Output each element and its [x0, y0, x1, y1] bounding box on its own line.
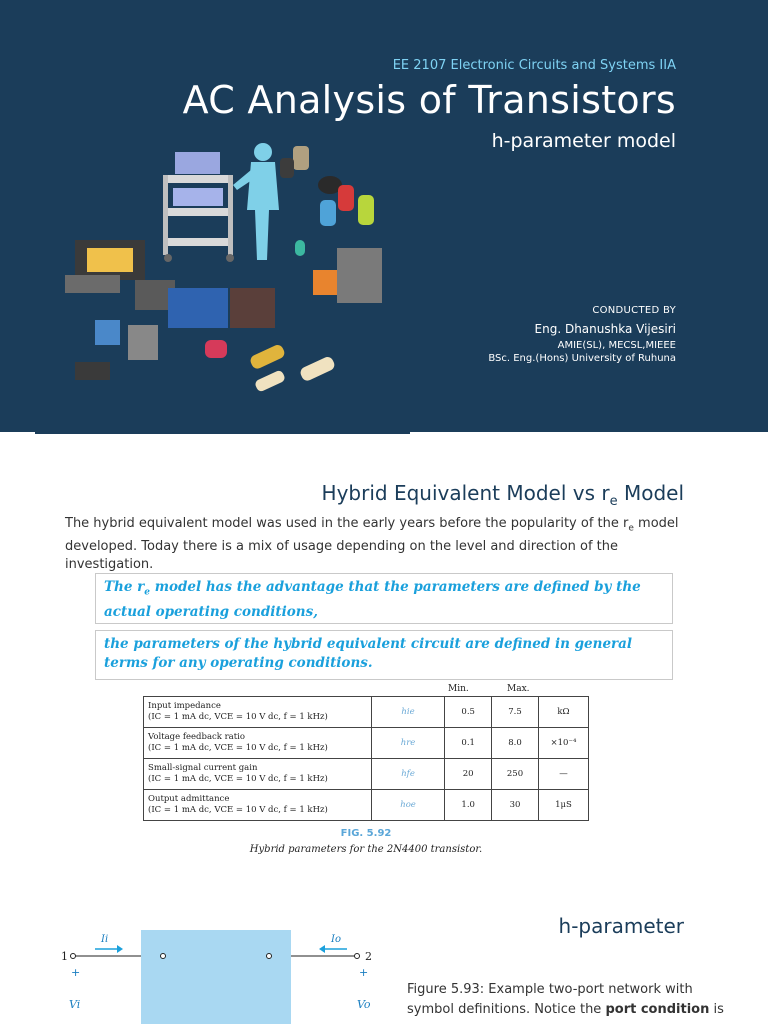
input-voltage-label: Vi — [69, 998, 81, 1011]
highlight-box-re — [95, 573, 673, 624]
heading-subscript: e — [609, 494, 618, 509]
slide2-heading — [322, 481, 684, 509]
table-row — [144, 728, 589, 759]
figure-caption: Hybrid parameters for the 2N4400 transistor. — [249, 844, 483, 855]
component-icons — [128, 248, 382, 393]
current-out-arrowhead-icon — [319, 945, 325, 953]
heading-text-end: Model — [617, 481, 684, 505]
param-min: 0.1 — [445, 728, 492, 759]
cart-icon — [163, 152, 234, 262]
electronics-illustration — [55, 140, 395, 400]
output-terminal — [355, 954, 360, 959]
box2-text: the parameters of the hybrid equivalent circuit are defined in general terms for any operating conditions. — [104, 636, 633, 671]
course-code: EE 2107 Electronic Circuits and Systems IIA — [392, 58, 676, 73]
heading-text: Hybrid Equivalent Model vs r — [321, 481, 610, 505]
param-name: Voltage feedback ratio — [148, 732, 246, 742]
param-condition: (IC = 1 mA dc, VCE = 10 V dc, f = 1 kHz) — [148, 774, 328, 784]
box1-part-a: The r — [104, 579, 145, 595]
table-row — [144, 759, 589, 790]
hybrid-parameter-table — [143, 696, 589, 821]
author-name: Eng. Dhanushka Vijesiri — [534, 322, 676, 336]
param-unit: 1μS — [538, 790, 588, 821]
column-header-min: Min. — [448, 684, 469, 694]
intro-paragraph — [65, 515, 705, 574]
param-min: 1.0 — [445, 790, 492, 821]
port1-label: 1 — [61, 950, 68, 963]
figure-label: FIG. 5.92 — [340, 828, 392, 839]
title-slide — [0, 0, 768, 432]
param-name: Small-signal current gain — [148, 763, 258, 773]
figure-text-b: is — [709, 1002, 724, 1017]
para-subscript: e — [628, 523, 634, 534]
input-terminal — [71, 954, 76, 959]
capacitor-icons — [280, 146, 374, 256]
conducted-by-label: CONDUCTED BY — [592, 305, 676, 316]
output-voltage-label: Vo — [357, 998, 371, 1011]
para-part-b: model developed. Today there is a mix of usage depending on the level and direction of the investigation. — [65, 516, 679, 572]
figure-text-a: Figure 5.93: Example two-port network with symbol definitions. Notice the — [407, 982, 693, 1017]
figure-text-bold: port condition — [605, 1002, 710, 1017]
param-cell — [144, 728, 372, 759]
slide-title: AC Analysis of Transistors — [182, 78, 676, 122]
inner-terminal-left — [161, 954, 166, 959]
param-max: 250 — [492, 759, 539, 790]
author-degree: BSc. Eng.(Hons) University of Ruhuna — [488, 353, 676, 364]
network-box — [141, 930, 291, 1024]
engineer-figure — [233, 143, 279, 260]
slide-subtitle: h-parameter model — [491, 130, 676, 152]
param-max: 30 — [492, 790, 539, 821]
param-symbol: hre — [371, 728, 444, 759]
param-unit: — — [538, 759, 588, 790]
param-name: Output admittance — [148, 794, 230, 804]
param-condition: (IC = 1 mA dc, VCE = 10 V dc, f = 1 kHz) — [148, 743, 328, 753]
param-symbol: hoe — [371, 790, 444, 821]
output-plus-sign: + — [359, 966, 369, 979]
two-port-network-diagram — [55, 922, 385, 1024]
param-condition: (IC = 1 mA dc, VCE = 10 V dc, f = 1 kHz) — [148, 805, 328, 815]
author-credentials: AMIE(SL), MECSL,MIEEE — [557, 340, 676, 351]
chip-icons — [65, 240, 175, 380]
param-unit: ×10⁻⁴ — [538, 728, 588, 759]
param-max: 8.0 — [492, 728, 539, 759]
param-min: 0.5 — [445, 697, 492, 728]
input-current-label: Ii — [101, 934, 109, 945]
highlight-box-hybrid — [95, 630, 673, 680]
slide-divider — [35, 432, 410, 434]
param-condition: (IC = 1 mA dc, VCE = 10 V dc, f = 1 kHz) — [148, 712, 328, 722]
param-cell — [144, 697, 372, 728]
param-symbol: hie — [371, 697, 444, 728]
box1-part-b: model has the advantage that the parameters are defined by the actual operating conditions, — [104, 579, 641, 620]
param-name: Input impedance — [148, 701, 221, 711]
figure-description — [407, 980, 737, 1020]
slide3-heading: h-parameter — [558, 914, 684, 938]
table-row — [144, 697, 589, 728]
param-cell — [144, 759, 372, 790]
param-max: 7.5 — [492, 697, 539, 728]
table-row — [144, 790, 589, 821]
output-current-label: Io — [331, 934, 341, 945]
param-unit: kΩ — [538, 697, 588, 728]
input-plus-sign: + — [71, 966, 81, 979]
box1-subscript: e — [144, 587, 150, 598]
para-part-a: The hybrid equivalent model was used in the early years before the popularity of the r — [65, 516, 629, 531]
param-min: 20 — [445, 759, 492, 790]
current-in-arrowhead-icon — [117, 945, 123, 953]
column-header-max: Max. — [507, 684, 530, 694]
port2-label: 2 — [365, 950, 372, 963]
param-cell — [144, 790, 372, 821]
param-symbol: hfe — [371, 759, 444, 790]
inner-terminal-right — [267, 954, 272, 959]
